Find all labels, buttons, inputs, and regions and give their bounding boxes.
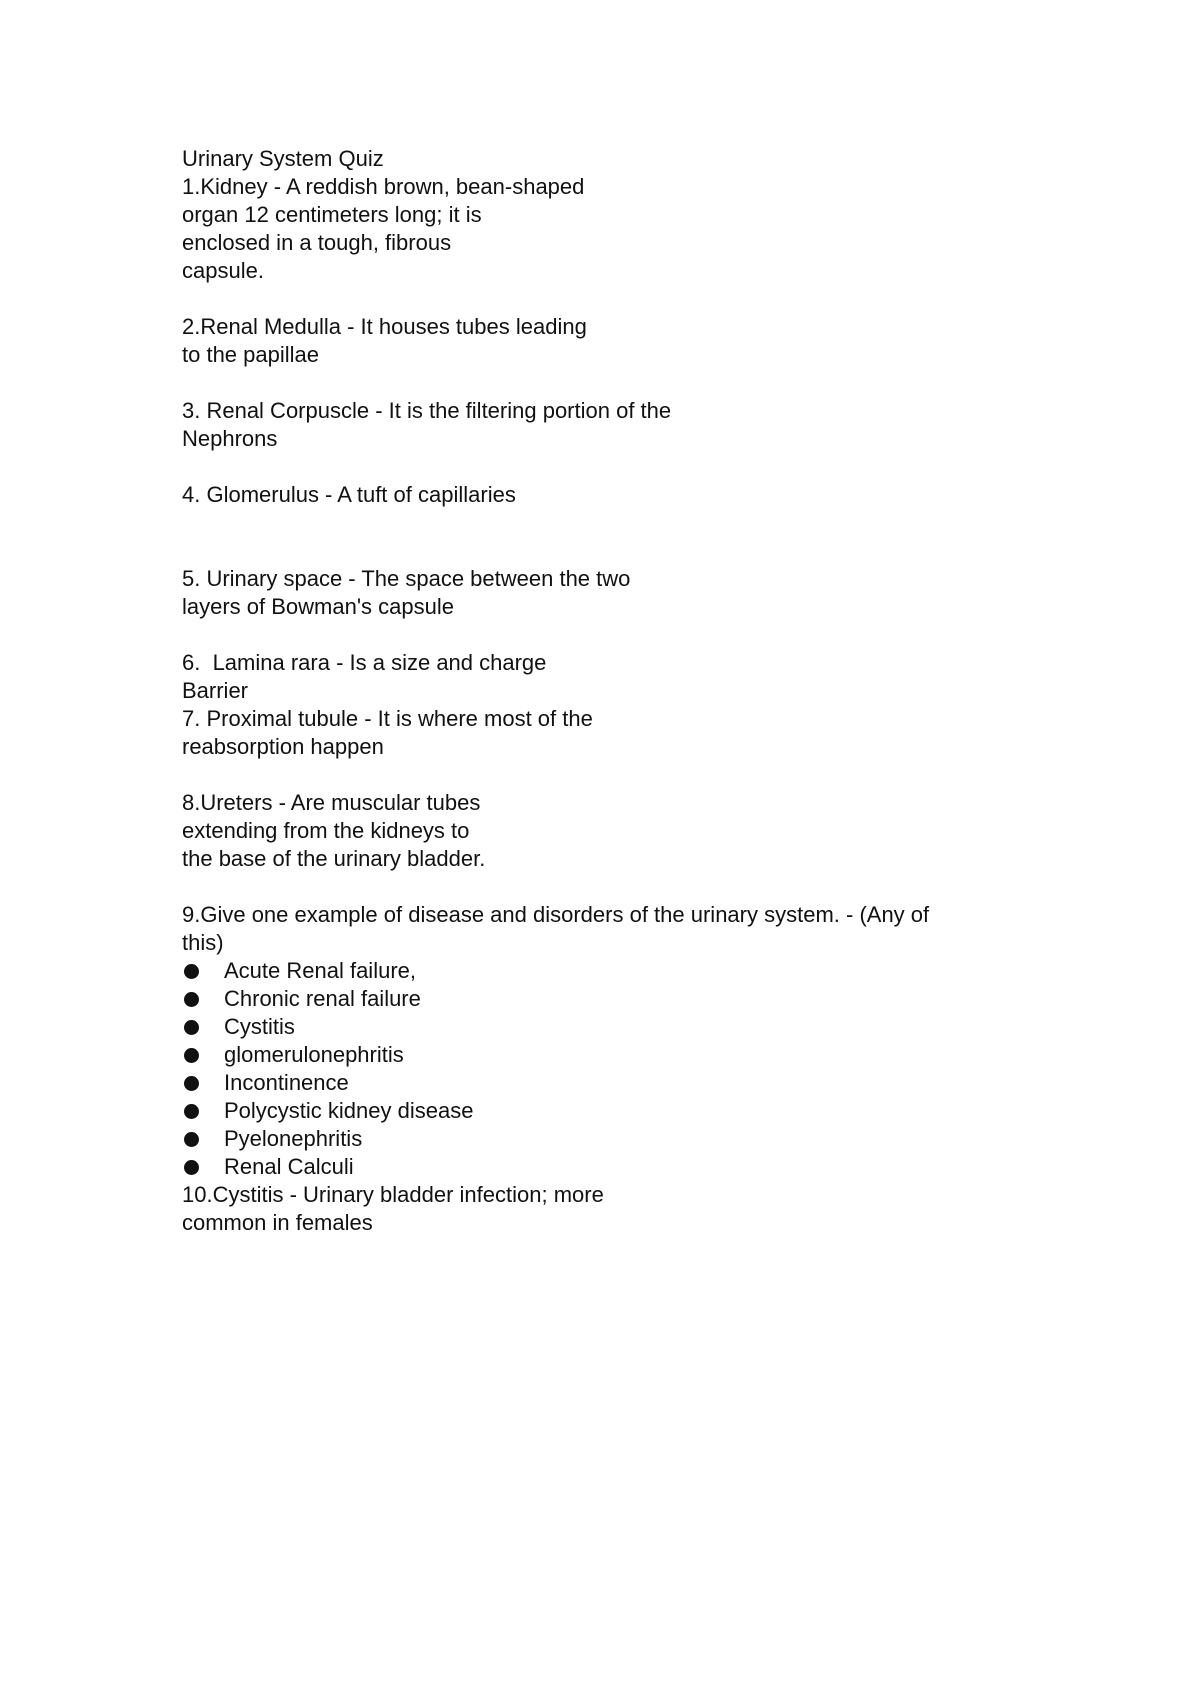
question-line: 6. Lamina rara - Is a size and charge	[182, 650, 547, 675]
spacer	[182, 509, 1042, 565]
list-item-text: Acute Renal failure,	[224, 958, 416, 983]
question-4	[182, 481, 1042, 509]
list-item-text: Renal Calculi	[224, 1154, 354, 1179]
list-item-text: Chronic renal failure	[224, 986, 421, 1011]
bullet-icon	[184, 1104, 199, 1119]
question-line: 4. Glomerulus - A tuft of capillaries	[182, 482, 516, 507]
spacer	[182, 761, 1042, 789]
list-item-text: Polycystic kidney disease	[224, 1098, 474, 1123]
question-5	[182, 565, 1042, 621]
spacer	[182, 873, 1042, 901]
question-line: 2.Renal Medulla - It houses tubes leading	[182, 314, 587, 339]
question-9	[182, 901, 1042, 1181]
bullet-icon	[184, 1132, 199, 1147]
document-title: Urinary System Quiz	[182, 146, 384, 171]
question-line: to the papillae	[182, 342, 319, 367]
question-1	[182, 173, 1042, 285]
question-line: enclosed in a tough, fibrous	[182, 230, 452, 255]
bullet-icon	[184, 1020, 199, 1035]
list-item	[182, 1153, 1042, 1181]
question-line: common in females	[182, 1210, 373, 1235]
spacer	[182, 621, 1042, 649]
bullet-icon	[184, 964, 199, 979]
bullet-icon	[184, 992, 199, 1007]
question-line: the base of the urinary bladder.	[182, 846, 486, 871]
question-line: organ 12 centimeters long; it is	[182, 202, 482, 227]
spacer	[182, 369, 1042, 397]
question-line: 3. Renal Corpuscle - It is the filtering portion of the	[182, 398, 672, 423]
question-line: Nephrons	[182, 426, 278, 451]
spacer	[182, 285, 1042, 313]
list-item	[182, 985, 1042, 1013]
question-7	[182, 705, 1042, 761]
list-item	[182, 1041, 1042, 1069]
question-line: Barrier	[182, 678, 249, 703]
question-line: this)	[182, 930, 224, 955]
question-line: reabsorption happen	[182, 734, 384, 759]
list-item-text: Cystitis	[224, 1014, 295, 1039]
question-line: 1.Kidney - A reddish brown, bean-shaped	[182, 174, 585, 199]
question-line: 10.Cystitis - Urinary bladder infection; more	[182, 1182, 604, 1207]
question-3	[182, 397, 1042, 453]
question-line: 8.Ureters - Are muscular tubes	[182, 790, 481, 815]
list-item-text: glomerulonephritis	[224, 1042, 404, 1067]
list-item	[182, 957, 1042, 985]
quiz-content	[182, 145, 1042, 1237]
question-line: 7. Proximal tubule - It is where most of the	[182, 706, 593, 731]
spacer	[182, 453, 1042, 481]
list-item	[182, 1097, 1042, 1125]
question-6	[182, 649, 1042, 705]
question-line: layers of Bowman's capsule	[182, 594, 454, 619]
question-2	[182, 313, 1042, 369]
list-item	[182, 1013, 1042, 1041]
question-line: 5. Urinary space - The space between the two	[182, 566, 631, 591]
question-line: extending from the kidneys to	[182, 818, 470, 843]
list-item-text: Incontinence	[224, 1070, 349, 1095]
question-10	[182, 1181, 1042, 1237]
bullet-icon	[184, 1048, 199, 1063]
disease-list	[182, 957, 1042, 1181]
list-item	[182, 1069, 1042, 1097]
bullet-icon	[184, 1076, 199, 1091]
bullet-icon	[184, 1160, 199, 1175]
question-line: capsule.	[182, 258, 264, 283]
question-8	[182, 789, 1042, 873]
question-line: 9.Give one example of disease and disorders of the urinary system. - (Any of	[182, 902, 930, 927]
list-item-text: Pyelonephritis	[224, 1126, 363, 1151]
list-item	[182, 1125, 1042, 1153]
